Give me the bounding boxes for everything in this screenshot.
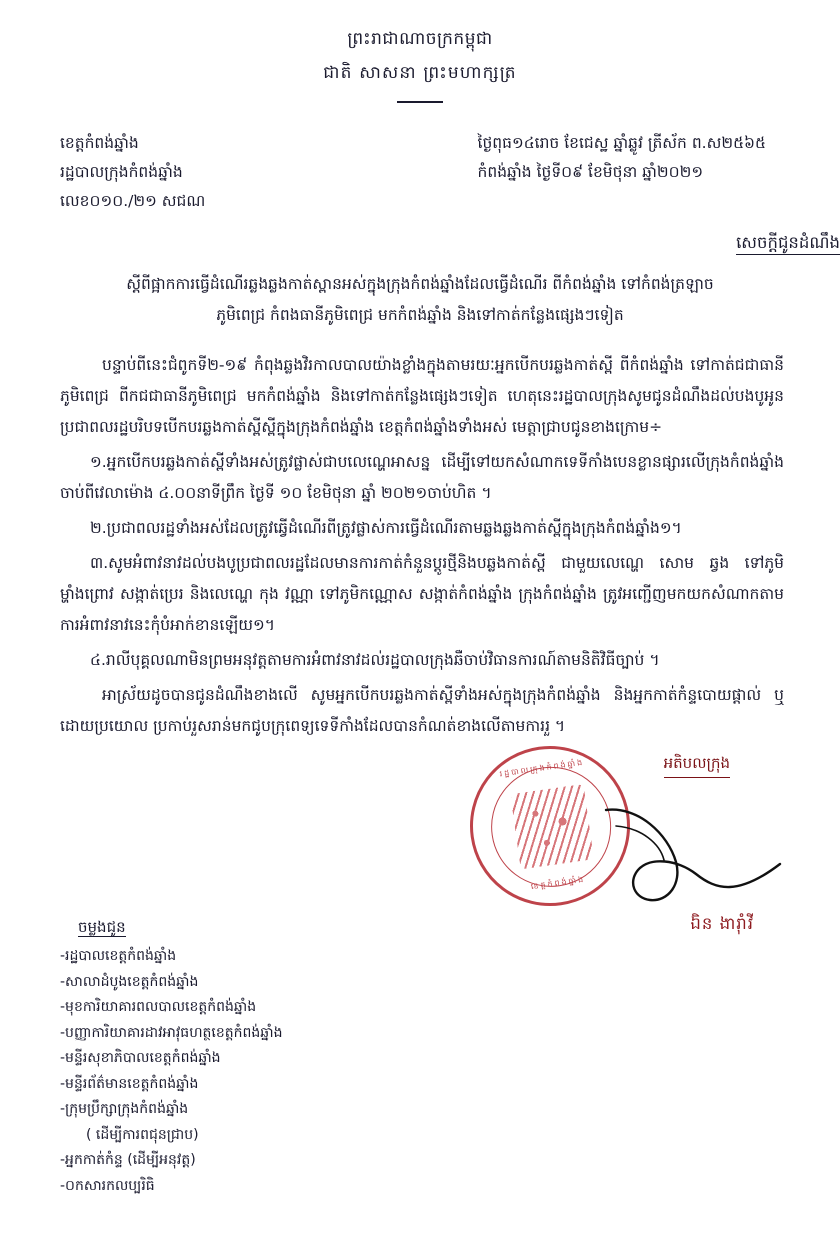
signatory-name: ឯិន ងារ៉ាំវី	[690, 913, 754, 933]
paragraph-item-3: ៣.សូមអំពាវនាវដល់បងបូប្រជាពលរដ្ឋដែលមានការកាត់កំនួនប្តូរថ្មីនិងបឆ្លងកាត់ស្ពី ជាមួយលេណ្ហេ សោម ឆ្វង ទៅភូមិម្ហាំងព្រោវ សង្កាត់ប្រេរ និងលេណ្ហេ កុង វណ្ណា ទៅភូមិកណ្ណោស សង្កាត់កំពង់ឆ្នាំង ក្រុងកំពង់ឆ្នាំង ត្រូវអញ្ជើញមកយកសំណាកតាមការអំពាវនាវនេះកុំបំអាក់ខានឡើយ១។	[60, 553, 784, 634]
subject-line-1: ស្តីពីផ្អាកការធ្វើដំណើរឆ្លងឆ្លងកាត់ស្ពានអស់ក្នុងក្រុងកំពង់ឆ្នាំងដែលធ្វើដំណើរ ពីកំពង់ឆ្នាំង ទៅកំពង់ត្រឡាច	[126, 275, 714, 294]
list-item: -ក្រុមប្រឹក្សាក្រុងកំពង់ឆ្នាំង	[60, 1101, 189, 1117]
province-name: ខេត្តកំពង់ឆ្នាំង	[60, 134, 139, 153]
list-item: -អ្នកកាត់កំន្ទ (ដើម្បីអនុវត្ត)	[60, 1152, 196, 1168]
page-title-text: សេចក្តីជូនដំណឹង	[736, 233, 840, 255]
issuer-block	[60, 129, 205, 215]
paragraph-closing: អាស្រ័យដូចបានជូនដំណឹងខាងលើ សូមអ្នកបើកបរឆ្លងកាត់ស្ពីទាំងអស់ក្នុងក្រុងកំពង់ឆ្នាំង និងអ្នកកាត់កំន្ទបោយផ្តាល់ ឬដោយប្រយោល ប្រកាប់រួសរាន់មកជូបក្រុពេទ្យទេទីកាំងដែលបានកំណត់ខាងលើតាមការរួ ។	[60, 685, 784, 735]
list-item: -មុខការិយាគារពលបាលខេត្តកំពង់ឆ្នាំង	[60, 999, 257, 1015]
list-item: -មន្ទីរសុខាភិបាលខេត្តកំពង់ឆ្នាំង	[60, 1050, 221, 1066]
paragraph-item-4: ៤.រាលីបុគ្គលណាមិនព្រមអនុវត្តតាមការអំពាវនាវដល់រដ្ឋបាលក្រុងឆឺចាប់វិធានការណ៍តាមនិតិវិធីច្បាប់ ។	[90, 650, 660, 669]
buddhist-date: ថ្ងៃពុធ១៤រោច ខែជេស្ឋ ឆ្នាំឆ្លូវ ត្រីស័ក ព.ស២៥៦៥	[477, 134, 766, 153]
signatory-title: អតិបលក្រុង	[664, 754, 730, 778]
distribution-title: ចម្លងជូន	[78, 918, 126, 936]
national-motto: ជាតិ សាសនា ព្រះមហាក្សត្រ	[323, 63, 517, 84]
page-title	[736, 233, 840, 257]
paragraph-item-2: ២.ប្រជាពលរដ្ឋទាំងអស់ដែលត្រូវឆ្វើដំណើរពីត្រូវផ្លាស់ការធ្វើដំណើរតាមឆ្លងឆ្លងកាត់ស្ពីក្នុងក្រុងកំពង់ឆ្នាំង១។	[90, 518, 682, 537]
stamp-top-text: រដ្ឋបាលក្រុងកំពង់ឆ្នាំង	[498, 757, 585, 779]
list-item: -រដ្ឋបាលខេត្តកំពង់ឆ្នាំង	[60, 948, 177, 964]
list-item: -០កសារកលប្បរិធិ	[60, 1177, 155, 1194]
document-number: លេខ០១០./២១ សជណ	[60, 191, 206, 210]
handwritten-signature-icon	[598, 804, 788, 924]
distribution-list	[60, 949, 283, 1193]
administration-name: រដ្ឋបាលក្រុងកំពង់ឆ្នាំង	[60, 163, 183, 182]
paragraph-intro: បន្ទាប់ពីនេះជំពូកទី២-១៩ កំពុងឆ្លងវិរកាលបាលយ៉ាងខ្លាំងក្នុងតាមរយៈអ្នកបើកបរឆ្លងកាត់ស្ពី ពីកំពង់ឆ្នាំង ទៅកាត់ជជាធានីភូមិពេជ្រ ពីកជជាធានីភូមិពេជ្រ មកកំពង់ឆ្នាំង និងទៅកាត់កន្លែងផ្សេងៗទៀត ហេតុនេះរដ្ឋបាលក្រុងសូមជូនដំណឹងដល់បងបូអូនប្រជាពលរដ្ឋបរិបទបើកបរឆ្លងកាត់ស្ពីស្ពីក្នុងក្រុងកំពង់ឆ្នាំង ខេត្តកំពង់ឆ្នាំងទាំងអស់ មេត្តាជ្រាបជូនខាងក្រោម÷	[60, 355, 784, 436]
distribution-block	[60, 920, 283, 1204]
stamp-bottom-text: ខេត្តកំពង់ឆ្នាំង	[530, 874, 586, 891]
document-body	[0, 350, 840, 742]
paragraph-item-1: ១.អ្នកបើកបរឆ្លងកាត់ស្ពីទាំងអស់ត្រូវផ្លាស់ជាបលេណ្ហេអាសន្ន ដើម្បីទៅយកសំណាកទេទីកាំងបេនខ្លានផ្សារលើក្រុងកំពង់ឆ្នាំង ចាប់ពីវេលាម៉ោង ៤.០០នាទីព្រឹក ថ្ងៃទី ១០ ខែមិថុនា ឆ្នាំ ២០២១ចាប់ហិត ។	[60, 452, 784, 502]
document-header	[0, 0, 840, 103]
subject-line-2: ភូមិពេជ្រ កំពងធានីភូមិពេជ្រ មកកំពង់ឆ្នាំង និងទៅកាត់កន្លែងផ្សេងៗទៀត	[216, 305, 624, 324]
list-item: -មន្ទីរព័ត៌មានខេត្តកំពង់ឆ្នាំង	[60, 1075, 199, 1092]
gregorian-date: កំពង់ឆ្នាំង ថ្ងៃទី០៩ ខែមិថុនា ឆ្នាំ២០២១	[477, 163, 704, 182]
document-meta	[0, 129, 840, 215]
list-item: -សាលាដំបូងខេត្តកំពង់ឆ្នាំង	[60, 973, 199, 990]
list-item: ( ដើម្បីការពជុនជ្រាប)	[86, 1126, 199, 1143]
stamp-emblem-icon	[510, 784, 594, 870]
date-block	[478, 129, 792, 186]
list-item: -បញ្ញាការិយាគារដាវអាវុធហត្ថខេត្តកំពង់ឆ្នាំង	[60, 1024, 283, 1041]
kingdom-heading: ព្រះរាជាណាចក្រកម្ពុជា	[347, 29, 493, 49]
header-divider	[397, 101, 443, 103]
document-subject	[0, 269, 840, 329]
